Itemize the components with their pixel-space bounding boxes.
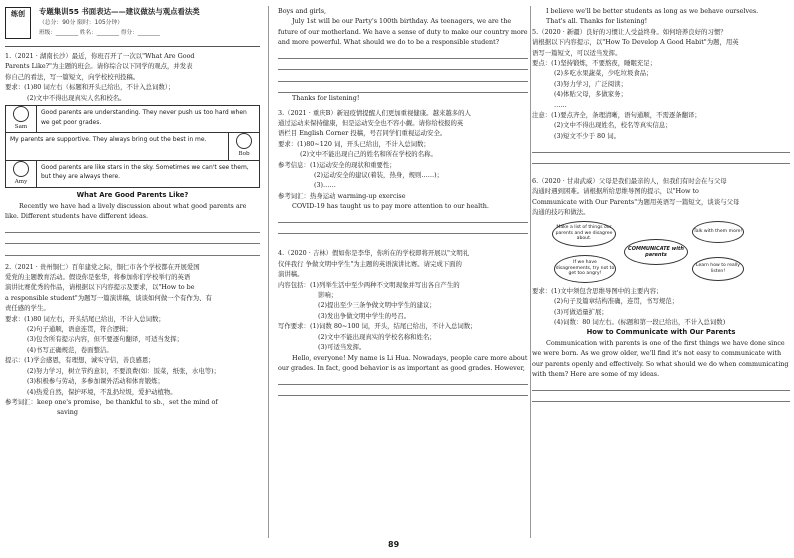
column-middle — [278, 6, 528, 396]
writing-line[interactable] — [278, 223, 528, 234]
student-fields: 班级：________ 姓名：________ 得分：________ — [39, 30, 161, 37]
question-5: 5.（2020 · 新疆）良好的习惯让人受益终身。如何培养良好的习惯？ 请根据以下内容提示，以"How To Develop A Good Habit"为题，用英 语写一篇短文，可以适当发挥。 要点：(1)坚持锻炼，不要熬夜，睡眠充足； (2)多吃水果蔬菜，少吃垃圾食品； (3)努力学习，广泛阅读； (4)体贴父母，多做家务； …… 注意：(1)要点齐全，条理清晰，语句通顺，不需逐条翻译； (2)文中不得出现姓名，校名等真实信息； (3)短文不少于 80 词。 — [532, 27, 790, 164]
question-3: 3.（2021 · 重庆B）新冠疫情提醒人们更加重视健康。越来越多的人 通过运动来保持健康，但是运动安全也不容小觑。请你给校报的英 语栏目 English Corner 投稿，号召同学们重视运动安全。 要求：(1)80~120 词，开头已给出，不计入总词数； (2)文中不能出现自己的姓名和所在学校的名称。 参考信息：(1)运动安全的现状和重要性； (2)运动安全的建议(着装，热身，规则……)； (3)…… 参考词汇：热身运动 warming-up exercise COVID-19 has taught us to pay more attention to our health. — [278, 108, 528, 235]
mind-map-bubble: Make a list of things our parents and we disagree about. — [552, 221, 616, 247]
column-right — [532, 6, 790, 402]
writing-line[interactable] — [278, 70, 528, 81]
question-2: 2.（2021 · 贵州铜仁）百年建党之际，铜仁市各个学校都在开展爱国 爱党的主题教育活动。假设你是张华，将参加你们学校举行的英语 演讲比赛优秀的作品，请根据以下内容提示及要求，以"How to be a responsible student"为题写一篇演讲稿，谈谈如何做一个有作为、有 责任感的学生。 要求：(1)80 词左右，开头结尾已给出，不计入总词数； (2)句子通顺，语意连贯，符合逻辑； (3)包含所有提示内容，但不要逐句翻译，可适当发挥； (4)书写正确规范，卷面整洁。 提示：(1)学会感恩，有理想，诚实守信，善良感恩； (2)努力学习，树立节约意识，不要浪费(如：饭菜，纸张，水电等)； (3)积极参与劳动，多参加课外活动和体育锻炼； (4)热爱自然，保护环境，不乱扔垃圾，爱护动植物。 参考词汇：keep one's promise，be thankful to sb.，set the mind of saving — [5, 262, 220, 417]
mind-map-center: COMMUNICATE with parents — [624, 239, 688, 265]
essay-start: Recently we have had a lively discussion about what good parents are like. Different students have different ideas. — [5, 201, 247, 221]
avatar: Amy — [6, 161, 37, 187]
essay-title: What Are Good Parents Like? — [76, 191, 189, 200]
mind-map-bubble: If we have disagreements, try not to get too angry! — [554, 255, 616, 283]
writing-line[interactable] — [278, 212, 528, 223]
writing-line[interactable] — [278, 373, 528, 384]
essay-title: How to Communicate with Our Parents — [586, 328, 736, 337]
header-rule — [5, 46, 260, 47]
greeting: Boys and girls, — [278, 7, 327, 15]
writing-line[interactable] — [278, 385, 528, 396]
mind-map-bubble: Learn how to really listen! — [692, 257, 744, 281]
writing-line[interactable] — [532, 391, 790, 402]
dialogue-row: Sam Good parents are understanding. They never push us too hard when we get poor grades. — [6, 106, 259, 133]
mind-map — [532, 221, 790, 283]
writing-line[interactable] — [532, 379, 790, 390]
writing-line[interactable] — [5, 233, 260, 244]
logo: 练创 — [5, 7, 31, 39]
score-time: （总分：90分 限时：105分钟） — [39, 19, 124, 26]
writing-line[interactable] — [278, 48, 528, 59]
question-6: 6.（2020 · 甘肃武威）父母是我们最亲的人，但我们有时会在与父母 沟通时遇到困难。请根据所给思维导图的提示，以"How to Communicate with Our Parents"为题用英语写一篇短文，谈谈与父母 沟通的技巧和做法。 COMMUNICATE with parents Make a list of things our parents and we disagree about. Talk with them more! If we have disagreements, try not to get too angry! Learn how to really listen! 要求：(1)文中须包含思维导图中的主要内容； (2)句子及篇章结构准确，连贯，书写规范； (3)可做适量扩展； (4)词数：80 词左右。(标题和第一段已给出，不计入总词数) How to Communicate with Our Parents Communication with parents is one of the first things we have done since we were born. As we grow older, we'll find it's not easy to communicate with our parents openly and effectively. So what should we do when communicating with them? Here are some of my ideas. — [532, 176, 790, 402]
question-2-continued — [278, 6, 528, 104]
page-title: 专题集训55 书面表达——建议做法与观点看法类 — [39, 7, 200, 17]
column-left — [5, 6, 260, 418]
writing-line[interactable] — [532, 141, 790, 152]
writing-line[interactable] — [532, 153, 790, 164]
avatar: Bob — [228, 133, 259, 159]
page-number: 89 — [388, 540, 400, 549]
writing-line[interactable] — [278, 82, 528, 93]
speech-start: July 1st will be our Party's 100th birthday. As teenagers, we are the future of our motherland. We have a sense of duty to make our country more and more powerful. What should we do to be a responsible student? — [278, 17, 528, 47]
writing-line[interactable] — [278, 59, 528, 70]
essay-start: Communication with parents is one of the first things we have done since we were born. As we grow older, we'll find it's not easy to communicate with our parents openly and effectively. So what should we do when communicating with them? Here are some of my ideas. — [532, 338, 789, 378]
mind-map-bubble: Talk with them more! — [692, 221, 744, 243]
writing-line[interactable] — [5, 244, 260, 255]
dialogue-row: My parents are supportive. They always bring out the best in me. Bob — [6, 133, 259, 160]
writing-line[interactable] — [5, 221, 260, 232]
speech-end: Thanks for listening! — [292, 94, 360, 103]
essay-start: Hello, everyone! My name is Li Hua. Nowadays, people care more about our grades. In fact, good behavior is as important as good grades. However, — [278, 353, 528, 372]
dialogue-table — [5, 105, 260, 188]
dialogue-row: Amy Good parents are like stars in the sky. Sometimes we can't see them, but they are always there. — [6, 161, 259, 187]
column-divider — [530, 6, 531, 538]
page-header — [5, 6, 260, 40]
column-divider — [268, 6, 269, 538]
question-4: 4.（2020 · 吉林）假如你是李华，你所在的学校即将开展以"文明礼 仪伴我行 争做文明中学生"为主题的英语演讲比赛。请完成下面的 演讲稿。 内容包括：(1)列举生活中至少两种不文明现象并写出各自产生的 影响； (2)提出至少三条争做文明中学生的建议； (3)发出争做文明中学生的号召。 写作要求：(1)词数 80~100 词，开头，结尾已给出，不计入总词数； (2)文中不能出现真实的学校名称和姓名； (3)可适当发挥。 Hello, everyone! My name is Li Hua. Nowadays, people care more about our grades. In fact, good behavior is as important as good grades. However, — [278, 248, 528, 396]
question-1: 1.（2021 · 湖南长沙）最近，你班召开了一次以"What Are Good Parents Like?"为主题的班会。请你综合以下同学的观点，并发表 你自己的看法，写一篇短文，向学校校刊投稿。 要求：(1)80 词左右（标题和开头已给出，不计入总词数）； (2)文中不得出现真实人名和校名。 Sam Good parents are understanding. They never push us too hard when we get poor grades. My parents are supportive. They always bring out the best in me. Bob Amy Good parents are like stars in the sky. Sometimes we can't see them, but they are always there. What Are Good Parents Like? Recently we have had a lively discussion about what good parents are like. Different students have different ideas. — [5, 51, 260, 256]
avatar: Sam — [6, 106, 37, 132]
question-4-end: I believe we'll be better students as long as we behave ourselves. That's all. Thanks for listening! — [546, 7, 759, 26]
essay-start: COVID-19 has taught us to pay more attention to our health. — [292, 202, 489, 211]
